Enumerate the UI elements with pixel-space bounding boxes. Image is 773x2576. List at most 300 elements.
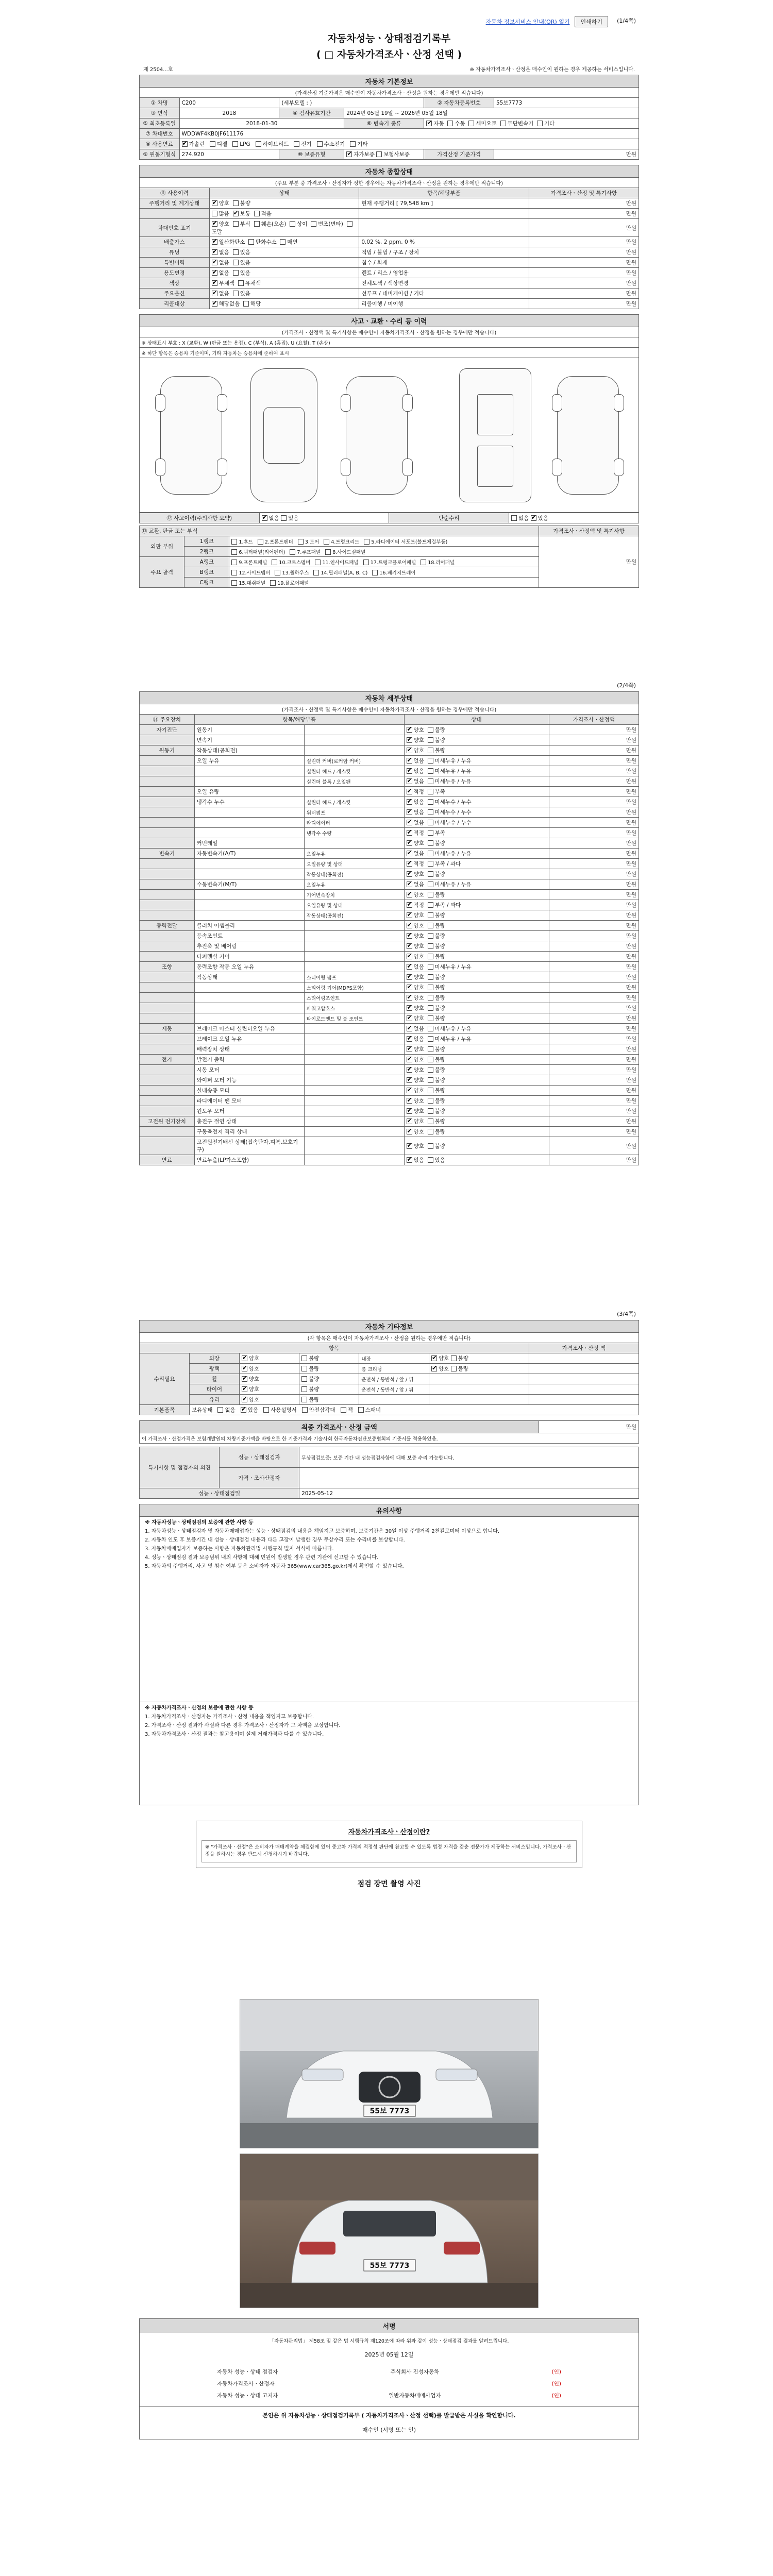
price-cell: 만원: [549, 1086, 638, 1096]
checkbox[interactable]: [231, 570, 237, 575]
signature-row: [140, 2366, 638, 2378]
buyer-sign: 매수인 (서명 또는 인): [362, 2427, 416, 2433]
option-label: 있음: [240, 260, 250, 266]
checkbox[interactable]: [407, 768, 412, 774]
opt: 수소전기: [324, 141, 345, 147]
checkbox[interactable]: [231, 580, 237, 586]
checkbox[interactable]: [272, 560, 277, 565]
checkbox[interactable]: [217, 1407, 223, 1413]
checkbox[interactable]: [212, 249, 217, 255]
part-item: 4.트렁크리드: [331, 539, 360, 545]
checkbox[interactable]: [275, 570, 280, 575]
sub-item-cell: 오일누유: [304, 849, 404, 859]
checkbox[interactable]: [428, 933, 433, 939]
checkbox[interactable]: [324, 539, 329, 545]
checkbox[interactable]: [233, 200, 239, 206]
checkbox[interactable]: [407, 809, 412, 815]
checkbox[interactable]: [364, 539, 369, 545]
sub-cell: [359, 1395, 429, 1405]
checkbox[interactable]: [407, 861, 412, 867]
checkbox[interactable]: [407, 840, 412, 846]
price-cell: 만원: [549, 890, 638, 900]
checkbox[interactable]: [407, 830, 412, 836]
checkbox[interactable]: [500, 121, 506, 126]
part-item: 17.트렁크플로어패널: [370, 560, 416, 566]
checkbox[interactable]: [407, 882, 412, 887]
state-cell: [209, 289, 359, 299]
checkbox[interactable]: [428, 830, 433, 836]
checkbox[interactable]: [468, 121, 474, 126]
row-label: 광택: [189, 1364, 239, 1374]
checkbox[interactable]: [428, 985, 433, 990]
checkbox[interactable]: [212, 260, 217, 265]
checkbox[interactable]: [301, 1397, 307, 1402]
checkbox[interactable]: [428, 1098, 433, 1104]
price-cell: 만원: [549, 921, 638, 931]
checkbox[interactable]: [428, 902, 433, 908]
checkbox[interactable]: [428, 1046, 433, 1052]
state-alt: 불량: [434, 912, 445, 919]
part-item: 19.플로어패널: [277, 580, 309, 586]
state-cell: [404, 1024, 549, 1034]
checkbox[interactable]: [280, 239, 285, 245]
basic-item: 잭: [347, 1407, 353, 1413]
price-cell: 만원: [549, 1024, 638, 1034]
checkbox[interactable]: [262, 515, 267, 521]
group-cell: [140, 890, 195, 900]
checkbox[interactable]: [363, 560, 369, 565]
checkbox[interactable]: [325, 549, 331, 555]
checkbox[interactable]: [531, 515, 536, 521]
state-cell: [404, 1127, 549, 1137]
first-reg-label: ⑤ 최초등록일: [140, 118, 180, 129]
checkbox[interactable]: [301, 1386, 307, 1392]
wheel: [341, 459, 351, 476]
checkbox[interactable]: [233, 291, 239, 296]
checkbox[interactable]: [407, 871, 412, 877]
checkbox[interactable]: [290, 549, 295, 555]
checkbox[interactable]: [421, 560, 426, 565]
checkbox[interactable]: [407, 1057, 412, 1062]
state-value: 양호: [413, 1067, 424, 1073]
checkbox[interactable]: [270, 580, 276, 586]
checkbox[interactable]: [231, 539, 237, 545]
state-cell: [404, 1003, 549, 1013]
basic-item: 보유상태: [191, 1407, 213, 1413]
checkbox[interactable]: [451, 1355, 457, 1361]
table-row: [140, 818, 639, 828]
checkbox[interactable]: [301, 1355, 307, 1361]
price-cell: 만원: [549, 756, 638, 766]
checkbox[interactable]: [407, 1077, 412, 1083]
state-cell: [209, 258, 359, 268]
wheel: [217, 394, 227, 412]
opt: 있음: [288, 515, 299, 521]
sub-item-cell: 냉각수 수량: [304, 828, 404, 838]
row-label: 차대번호 표기: [140, 219, 210, 237]
checkbox[interactable]: [407, 1098, 412, 1104]
checkbox[interactable]: [428, 871, 433, 877]
checkbox[interactable]: [428, 748, 433, 753]
checkbox[interactable]: [242, 1366, 247, 1371]
checkbox[interactable]: [428, 1015, 433, 1021]
checkbox[interactable]: [317, 141, 323, 147]
checkbox[interactable]: [428, 768, 433, 774]
checkbox[interactable]: [212, 221, 217, 227]
note-item: 5. 자동차의 주행거리, 사고 및 침수 여부 등은 소비자가 자동차 365(www.car365.go.kr)에서 확인할 수 있습니다.: [145, 1564, 404, 1569]
checkbox[interactable]: [407, 799, 412, 805]
table-row: [140, 982, 639, 993]
state-alt: 미세누유 / 누유: [434, 1036, 472, 1042]
checkbox[interactable]: [301, 1366, 307, 1371]
checkbox[interactable]: [407, 1015, 412, 1021]
item-cell: 0.02 %, 2 ppm, 0 %: [359, 237, 529, 247]
checkbox[interactable]: [428, 1108, 433, 1114]
checkbox[interactable]: [212, 211, 217, 216]
state-cell: [209, 278, 359, 289]
checkbox[interactable]: [428, 778, 433, 784]
table-row: [140, 1384, 639, 1395]
checkbox[interactable]: [233, 221, 239, 227]
checkbox[interactable]: [428, 840, 433, 846]
checkbox[interactable]: [238, 280, 244, 286]
rank-label: B랭크: [184, 567, 229, 578]
group-cell: 전기: [140, 1055, 195, 1065]
checkbox[interactable]: [428, 799, 433, 805]
checkbox[interactable]: [428, 789, 433, 794]
state-value: 양호: [413, 871, 424, 877]
sub-item-cell: [304, 1096, 404, 1106]
checkbox[interactable]: [428, 758, 433, 764]
item-cell: 냉각수 누수: [194, 797, 304, 807]
checkbox[interactable]: [407, 1005, 412, 1011]
state-cell: [404, 756, 549, 766]
price-cell: 만원: [549, 982, 638, 993]
model-detail-label: (세부모델 :: [281, 100, 308, 106]
item-cell: [194, 828, 304, 838]
state-value: 없음: [413, 768, 424, 774]
checkbox[interactable]: [407, 923, 412, 928]
checkbox[interactable]: [426, 121, 432, 126]
checkbox[interactable]: [537, 121, 543, 126]
row-label: 휠: [189, 1374, 239, 1384]
checkbox[interactable]: [428, 974, 433, 980]
checkbox[interactable]: [212, 270, 217, 276]
checkbox[interactable]: [212, 280, 217, 286]
checkbox[interactable]: [447, 121, 453, 126]
checkbox[interactable]: [341, 1407, 346, 1413]
checkbox[interactable]: [242, 1386, 247, 1392]
checkbox[interactable]: [407, 758, 412, 764]
checkbox[interactable]: [407, 1157, 412, 1163]
option-label: 상이: [297, 221, 308, 227]
checkbox[interactable]: [428, 882, 433, 887]
checkbox[interactable]: [346, 151, 352, 157]
checkbox[interactable]: [233, 211, 239, 216]
group-cell: [140, 993, 195, 1003]
state-alt: 미세누유 / 누유: [434, 758, 472, 764]
frame-floor: [477, 446, 513, 487]
group-cell: 동력전달: [140, 921, 195, 931]
checkbox[interactable]: [231, 560, 237, 565]
item-cell: 시동 모터: [194, 1065, 304, 1075]
checkbox[interactable]: [290, 221, 295, 227]
car-roof: [263, 407, 305, 464]
item-cell: [194, 859, 304, 869]
price-cell: 만원: [549, 879, 638, 890]
checkbox[interactable]: [407, 943, 412, 949]
checkbox[interactable]: [428, 1157, 433, 1163]
wheel: [155, 459, 165, 476]
checkbox[interactable]: [428, 923, 433, 928]
state-value: 양호: [413, 933, 424, 939]
checkbox[interactable]: [407, 1129, 412, 1134]
state-alt: 불량: [434, 1129, 445, 1135]
state-alt: 불량: [434, 1077, 445, 1083]
checkbox[interactable]: [428, 964, 433, 970]
price-cell: 만원: [549, 1106, 638, 1116]
print-button[interactable]: 인쇄하기: [575, 16, 608, 27]
pricing-info-box: [196, 1821, 582, 1868]
checkbox[interactable]: [243, 301, 249, 307]
checkbox[interactable]: [407, 748, 412, 753]
checkbox[interactable]: [407, 789, 412, 794]
checkbox[interactable]: [212, 200, 217, 206]
checkbox[interactable]: [428, 1026, 433, 1031]
price-cell: 만원: [529, 268, 638, 278]
checkbox[interactable]: [407, 933, 412, 939]
sub-item-cell: 작동상태(공회전): [304, 910, 404, 921]
checkbox[interactable]: [431, 1366, 437, 1371]
opt: 없음: [268, 515, 279, 521]
notes-1: [139, 1517, 639, 1702]
checkbox[interactable]: [407, 1046, 412, 1052]
checkbox[interactable]: [407, 727, 412, 733]
checkbox[interactable]: [372, 570, 378, 575]
checkbox[interactable]: [428, 1036, 433, 1042]
basic-info-note: (가격산정 기준가격은 매수인이 자동차가격조사 · 산정을 원하는 경우에만 적습니다): [140, 88, 639, 98]
checkbox[interactable]: [428, 861, 433, 867]
state-alt: 불량: [434, 954, 445, 960]
checkbox[interactable]: [242, 1355, 247, 1361]
table-row: [140, 198, 639, 209]
checkbox[interactable]: [233, 249, 239, 255]
checkbox[interactable]: [428, 995, 433, 1001]
note-item: 2. 자동차 인도 후 보증기간 내 성능ㆍ상태점검 내용과 다른 고장이 발생한 경우 무상수리 또는 수리비를 보상합니다.: [145, 1537, 405, 1543]
checkbox[interactable]: [428, 912, 433, 918]
checkbox[interactable]: [210, 141, 215, 147]
checkbox[interactable]: [407, 778, 412, 784]
price-cell: 만원: [549, 1003, 638, 1013]
checkbox[interactable]: [428, 727, 433, 733]
checkbox[interactable]: [428, 1143, 433, 1149]
item-cell: 오일 유량: [194, 787, 304, 797]
checkbox[interactable]: [428, 954, 433, 959]
checkbox[interactable]: [212, 239, 217, 245]
checkbox[interactable]: [407, 851, 412, 856]
checkbox[interactable]: [281, 515, 287, 521]
checkbox[interactable]: [428, 1005, 433, 1011]
sub-item-cell: 실린더 헤드 / 개스킷: [304, 797, 404, 807]
state-alt: 불량: [434, 1088, 445, 1094]
checkbox[interactable]: [451, 1366, 457, 1371]
opt: 없음: [518, 515, 529, 521]
rank-label: C랭크: [184, 578, 229, 588]
detail-body: [140, 725, 639, 1165]
group-cell: [140, 910, 195, 921]
state-alt: 불량: [434, 748, 445, 754]
checkbox[interactable]: [302, 1407, 308, 1413]
checkbox[interactable]: [313, 570, 319, 575]
checkbox[interactable]: [233, 260, 239, 265]
price-cell: 만원: [549, 859, 638, 869]
checkbox[interactable]: [428, 851, 433, 856]
checkbox[interactable]: [428, 1057, 433, 1062]
opt: 양호: [248, 1355, 260, 1362]
signature-section: [139, 2318, 639, 2439]
note-item: 1. 자동차성능ㆍ상태점검자 및 자동차매매업자는 성능ㆍ상태점검의 내용을 책임지고 보증하며, 보증기간은 30일 이상 주행거리 2천킬로미터 이상으로 합니다.: [145, 1529, 500, 1534]
opt: 양호: [438, 1366, 449, 1372]
checkbox[interactable]: [407, 1026, 412, 1031]
state-cell: [404, 1013, 549, 1024]
checkbox[interactable]: [407, 974, 412, 980]
checkbox[interactable]: [376, 151, 382, 157]
checkbox[interactable]: [347, 221, 352, 227]
price-cell: 만원: [549, 735, 638, 745]
item-cell: 자동변속기(A/T): [194, 849, 304, 859]
group-cell: 원동기: [140, 745, 195, 756]
checkbox[interactable]: [212, 301, 217, 307]
table-row: [140, 869, 639, 879]
state-alt: 불량: [434, 1046, 445, 1053]
opt: 전기: [301, 141, 312, 147]
sub-item-cell: [304, 725, 404, 735]
basic-item: 있음: [247, 1407, 259, 1413]
checkbox[interactable]: [242, 1397, 247, 1402]
option-label: 보통: [240, 211, 250, 217]
sub-item-cell: [304, 1044, 404, 1055]
checkbox[interactable]: [407, 1143, 412, 1149]
checkbox[interactable]: [407, 995, 412, 1001]
checkbox[interactable]: [428, 1118, 433, 1124]
checkbox[interactable]: [294, 141, 299, 147]
item-cell: 고전원전기배선 상태(접속단자,피복,보호기구): [194, 1137, 304, 1155]
checkbox[interactable]: [258, 539, 263, 545]
checkbox[interactable]: [511, 515, 517, 521]
group-cell: 자기진단: [140, 725, 195, 735]
checkbox[interactable]: [407, 954, 412, 959]
option-label: 있음: [240, 270, 250, 276]
wheel: [552, 459, 562, 476]
table-row: [140, 1003, 639, 1013]
checkbox[interactable]: [350, 141, 356, 147]
fuel-options: [179, 139, 638, 149]
state-cell: [404, 745, 549, 756]
state-value: 양호: [413, 1108, 424, 1114]
price-label: 가격산정 기준가격: [424, 149, 494, 160]
checkbox[interactable]: [407, 985, 412, 990]
checkbox[interactable]: [256, 141, 261, 147]
state-value: 적정: [413, 830, 424, 836]
opt: LPG: [240, 141, 250, 147]
checkbox[interactable]: [298, 539, 304, 545]
checkbox[interactable]: [407, 1118, 412, 1124]
checkbox[interactable]: [428, 943, 433, 949]
final-price-table: [139, 1420, 639, 1444]
rankC-items: [229, 578, 539, 588]
checkbox[interactable]: [407, 892, 412, 897]
checkbox[interactable]: [311, 221, 316, 227]
state-cell: [404, 859, 549, 869]
inspection-date-value: 2025-05-12: [299, 1488, 639, 1499]
group-cell: [140, 972, 195, 982]
checkbox[interactable]: [231, 549, 237, 555]
checkbox[interactable]: [315, 560, 321, 565]
top-bar: [139, 15, 608, 28]
checkbox[interactable]: [407, 1088, 412, 1093]
checkbox[interactable]: [407, 1036, 412, 1042]
qr-info-link[interactable]: 자동차 정보서비스 안내(QR) 열기: [485, 19, 570, 25]
checkbox[interactable]: [254, 221, 260, 227]
table-row: [140, 1013, 639, 1024]
group-cell: [140, 818, 195, 828]
checkbox[interactable]: [182, 141, 188, 147]
checkbox[interactable]: [358, 1407, 364, 1413]
checkbox[interactable]: [428, 892, 433, 897]
checkbox[interactable]: [431, 1355, 437, 1361]
checkbox[interactable]: [428, 1067, 433, 1073]
checkbox[interactable]: [407, 1067, 412, 1073]
sign-party: 주식회사 진성자동차: [390, 2369, 440, 2375]
item-cell: 디퍼렌셜 기어: [194, 952, 304, 962]
state-cell: [404, 797, 549, 807]
checkbox[interactable]: [428, 809, 433, 815]
checkbox[interactable]: [263, 1407, 269, 1413]
checkbox[interactable]: [242, 1376, 247, 1382]
sub-item-cell: 워터펌프: [304, 807, 404, 818]
checkbox[interactable]: [428, 1088, 433, 1093]
checkbox[interactable]: [407, 820, 412, 825]
model-value: C200: [179, 98, 279, 108]
checkbox[interactable]: [428, 1129, 433, 1134]
group-cell: [140, 807, 195, 818]
part-item: 11.인사이드패널: [322, 560, 359, 566]
checkbox[interactable]: [233, 270, 239, 276]
checkbox[interactable]: [301, 1376, 307, 1382]
state-alt: 미세누유 / 누유: [434, 964, 472, 970]
price-cell: 만원: [549, 818, 638, 828]
reg-no-value: 55보7773: [494, 98, 638, 108]
checkbox[interactable]: [428, 1077, 433, 1083]
checkbox[interactable]: [248, 239, 254, 245]
checkbox[interactable]: [428, 820, 433, 825]
checkbox[interactable]: [212, 291, 217, 296]
checkbox[interactable]: [407, 902, 412, 908]
checkbox[interactable]: [254, 211, 260, 216]
checkbox[interactable]: [407, 1108, 412, 1114]
option-label: 유채색: [245, 280, 261, 286]
sub-item-cell: 스티어링 펌프: [304, 972, 404, 982]
checkbox[interactable]: [241, 1407, 246, 1413]
checkbox[interactable]: [407, 737, 412, 743]
checkbox[interactable]: [232, 141, 238, 147]
checkbox[interactable]: [407, 912, 412, 918]
seal-mark: (인): [551, 2393, 561, 2399]
table-row: [140, 725, 639, 735]
checkbox[interactable]: [407, 964, 412, 970]
basic-info-table: [139, 75, 639, 160]
checkbox[interactable]: [428, 737, 433, 743]
